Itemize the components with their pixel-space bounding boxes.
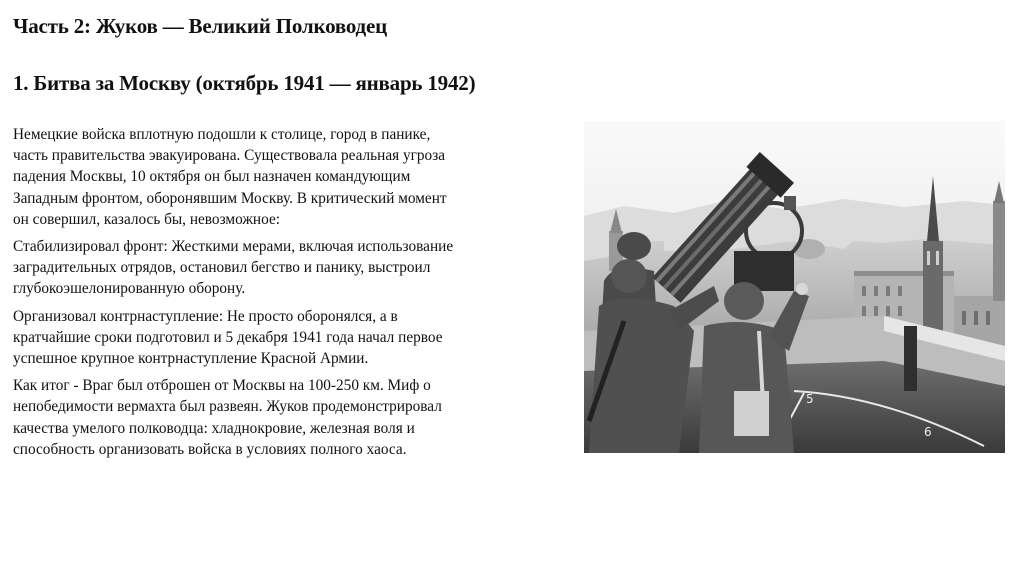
historical-photo — [584, 121, 1005, 453]
text-line: Стабилизировал фронт: Жесткими мерами, включая использование — [13, 238, 454, 256]
text-line: непобедимости вермахта был развеян. Жуков продемонстрировал — [13, 398, 442, 416]
slide-title: Часть 2: Жуков — Великий Полководец — [13, 14, 387, 38]
photo-icon — [584, 121, 1005, 453]
text-line: успешное крупное контрнаступление Красной Армии. — [13, 350, 369, 368]
body-text — [13, 124, 533, 466]
paragraph-intro — [13, 124, 533, 230]
paragraph-counteroffensive — [13, 306, 533, 370]
text-line: часть правительства эвакуирована. Существовала реальная угроза — [13, 147, 446, 165]
text-line: заградительных отрядов, остановил бегство и панику, выстроил — [13, 259, 431, 277]
roof-marking-5: 5 — [806, 392, 814, 406]
paragraph-outcome — [13, 375, 533, 460]
text-line: Западным фронтом, оборонявшим Москву. В критический момент — [13, 189, 447, 207]
text-line: Немецкие войска вплотную подошли к столице, город в панике, — [13, 126, 431, 143]
text-line: Как итог - Враг был отброшен от Москвы на 100-250 км. Миф о — [13, 377, 431, 395]
text-line: способность организовать войска в условиях полного хаоса. — [13, 440, 407, 458]
roof-marking-6: 6 — [924, 425, 932, 439]
text-line: Организовал контрнаступление: Не просто оборонялся, а в — [13, 307, 398, 325]
text-line: кратчайшие сроки подготовил и 5 декабря 1941 года начал первое — [13, 328, 443, 346]
text-line: качества умелого полководца: хладнокровие, железная воля и — [13, 419, 415, 437]
text-line: глубокоэшелонированную оборону. — [13, 280, 246, 298]
section-heading: 1. Битва за Москву (октябрь 1941 — январь 1942) — [13, 71, 476, 95]
text-line: он совершил, казалось бы, невозможное: — [13, 210, 280, 228]
paragraph-stabilized-front — [13, 236, 533, 300]
text-line: падения Москвы, 10 октября он был назначен командующим — [13, 168, 411, 186]
